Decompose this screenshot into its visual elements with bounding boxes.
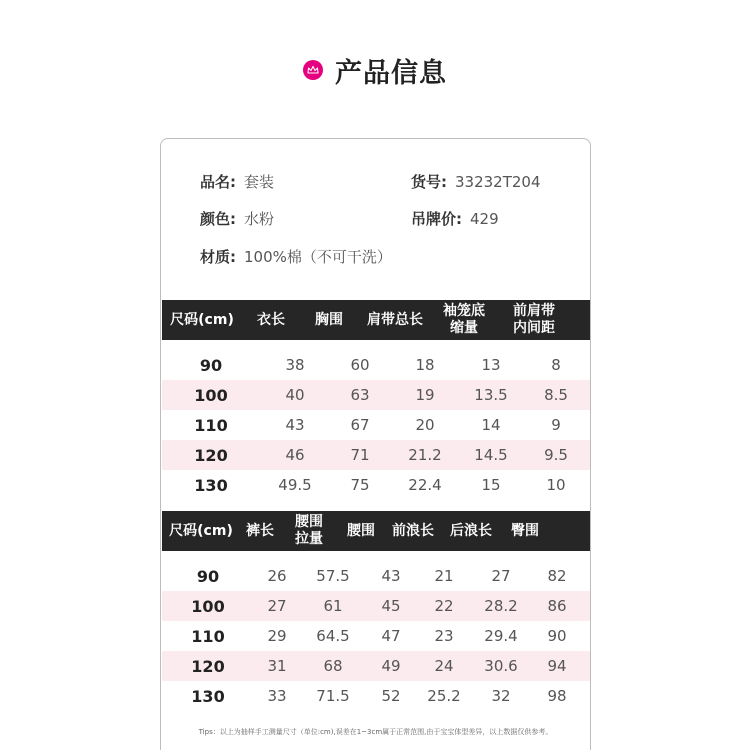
- table-row: [162, 681, 590, 711]
- table-cell: 47: [381, 627, 401, 645]
- table-cell: 8.5: [544, 386, 568, 404]
- table-cell: 30.6: [484, 657, 518, 675]
- tips-note: Tips：以上为抽样手工测量尺寸（单位:cm),误差在1~3cm属于正常范围,由于宝宝体型差异，以上数据仅供参考。: [198, 728, 553, 736]
- size-cell: 90: [199, 355, 223, 375]
- material-value: 100%棉（不可干洗）: [244, 248, 392, 266]
- table-cell: 27: [267, 597, 287, 615]
- size-cell: 120: [191, 656, 225, 676]
- table-cell: 29.4: [484, 627, 518, 645]
- table-cell: 31: [267, 657, 287, 675]
- table-cell: 13.5: [474, 386, 508, 404]
- table-cell: 23: [434, 627, 454, 645]
- table-row: [162, 591, 590, 621]
- table-cell: 27: [491, 567, 511, 585]
- table-cell: 67: [350, 416, 370, 434]
- table-cell: 21: [434, 567, 454, 585]
- table-cell: 63: [350, 386, 370, 404]
- table-cell: 49.5: [278, 476, 312, 494]
- table-cell: 68: [323, 657, 343, 675]
- table-row: [162, 350, 590, 380]
- table-cell: 22.4: [408, 476, 442, 494]
- price-value: 429: [470, 210, 499, 228]
- sku-label: 货号:: [411, 173, 447, 191]
- table-cell: 40: [285, 386, 305, 404]
- size-cell: 100: [191, 596, 225, 616]
- table-cell: 49: [381, 657, 401, 675]
- name-label: 品名:: [200, 173, 236, 191]
- info-material: [200, 246, 392, 267]
- size-cell: 110: [194, 415, 228, 435]
- size-cell: 110: [191, 626, 225, 646]
- table-cell: 29: [267, 627, 287, 645]
- table-cell: 60: [350, 356, 370, 374]
- name-value: 套装: [244, 173, 275, 191]
- info-price: [411, 208, 499, 229]
- table-cell: 75: [350, 476, 370, 494]
- table-cell: 57.5: [316, 567, 350, 585]
- size-cell: 90: [196, 566, 220, 586]
- header-cell: 尺码(cm): [170, 311, 234, 328]
- table-cell: 25.2: [427, 687, 461, 705]
- table-cell: 32: [491, 687, 511, 705]
- table-cell: 38: [285, 356, 305, 374]
- table-cell: 33: [267, 687, 287, 705]
- header-cell: 腰围: [347, 522, 375, 539]
- top-table-header: [162, 300, 590, 340]
- header-cell: 裤长: [246, 522, 274, 539]
- table-cell: 22: [434, 597, 454, 615]
- top-size-table: [162, 300, 590, 500]
- table-cell: 71.5: [316, 687, 350, 705]
- table-cell: 9.5: [544, 446, 568, 464]
- table-cell: 14: [481, 416, 501, 434]
- table-row: [162, 440, 590, 470]
- table-cell: 26: [267, 567, 287, 585]
- table-cell: 28.2: [484, 597, 518, 615]
- size-cell: 130: [191, 686, 225, 706]
- page-header: [0, 50, 750, 90]
- sku-value: 33232T204: [455, 173, 541, 191]
- info-name: [200, 171, 274, 192]
- table-cell: 86: [547, 597, 567, 615]
- info-sku: [411, 171, 541, 192]
- table-cell: 24: [434, 657, 454, 675]
- header-cell: 腰围拉量: [295, 514, 323, 547]
- table-row: [162, 470, 590, 500]
- table-cell: 71: [350, 446, 370, 464]
- table-cell: 94: [547, 657, 567, 675]
- table-cell: 18: [415, 356, 435, 374]
- size-cell: 120: [194, 445, 228, 465]
- header-cell: 肩带总长: [367, 311, 423, 328]
- color-value: 水粉: [244, 210, 275, 228]
- table-cell: 19: [415, 386, 435, 404]
- header-cell: 臀围: [511, 522, 539, 539]
- header-cell: 前浪长: [392, 522, 434, 539]
- page-title: 产品信息: [335, 57, 447, 89]
- table-cell: 14.5: [474, 446, 508, 464]
- table-cell: 98: [547, 687, 567, 705]
- table-cell: 82: [547, 567, 567, 585]
- table-row: [162, 651, 590, 681]
- header-cell: 前肩带内间距: [513, 303, 555, 336]
- table-cell: 43: [285, 416, 305, 434]
- table-cell: 20: [415, 416, 435, 434]
- header-cell: 后浪长: [450, 522, 492, 539]
- table-cell: 9: [551, 416, 561, 434]
- table-cell: 46: [285, 446, 305, 464]
- size-cell: 100: [194, 385, 228, 405]
- table-cell: 21.2: [408, 446, 442, 464]
- bottom-table-header: [162, 511, 590, 551]
- info-color: [200, 208, 274, 229]
- table-cell: 64.5: [316, 627, 350, 645]
- table-cell: 13: [481, 356, 501, 374]
- header-cell: 袖笼底缩量: [443, 303, 485, 336]
- header-cell: 胸围: [315, 311, 343, 328]
- table-cell: 43: [381, 567, 401, 585]
- table-row: [162, 380, 590, 410]
- table-cell: 8: [551, 356, 561, 374]
- product-info-card: [160, 138, 591, 750]
- header-cell: 尺码(cm): [169, 522, 233, 539]
- table-cell: 52: [381, 687, 401, 705]
- size-cell: 130: [194, 475, 228, 495]
- table-cell: 45: [381, 597, 401, 615]
- table-cell: 90: [547, 627, 567, 645]
- price-label: 吊牌价:: [411, 210, 462, 228]
- table-row: [162, 561, 590, 591]
- bottom-size-table: [162, 511, 590, 711]
- table-row: [162, 410, 590, 440]
- table-cell: 10: [546, 476, 566, 494]
- crown-icon: [303, 60, 323, 80]
- material-label: 材质:: [200, 248, 236, 266]
- color-label: 颜色:: [200, 210, 236, 228]
- table-cell: 15: [481, 476, 501, 494]
- table-row: [162, 621, 590, 651]
- header-cell: 衣长: [257, 311, 285, 328]
- table-cell: 61: [323, 597, 343, 615]
